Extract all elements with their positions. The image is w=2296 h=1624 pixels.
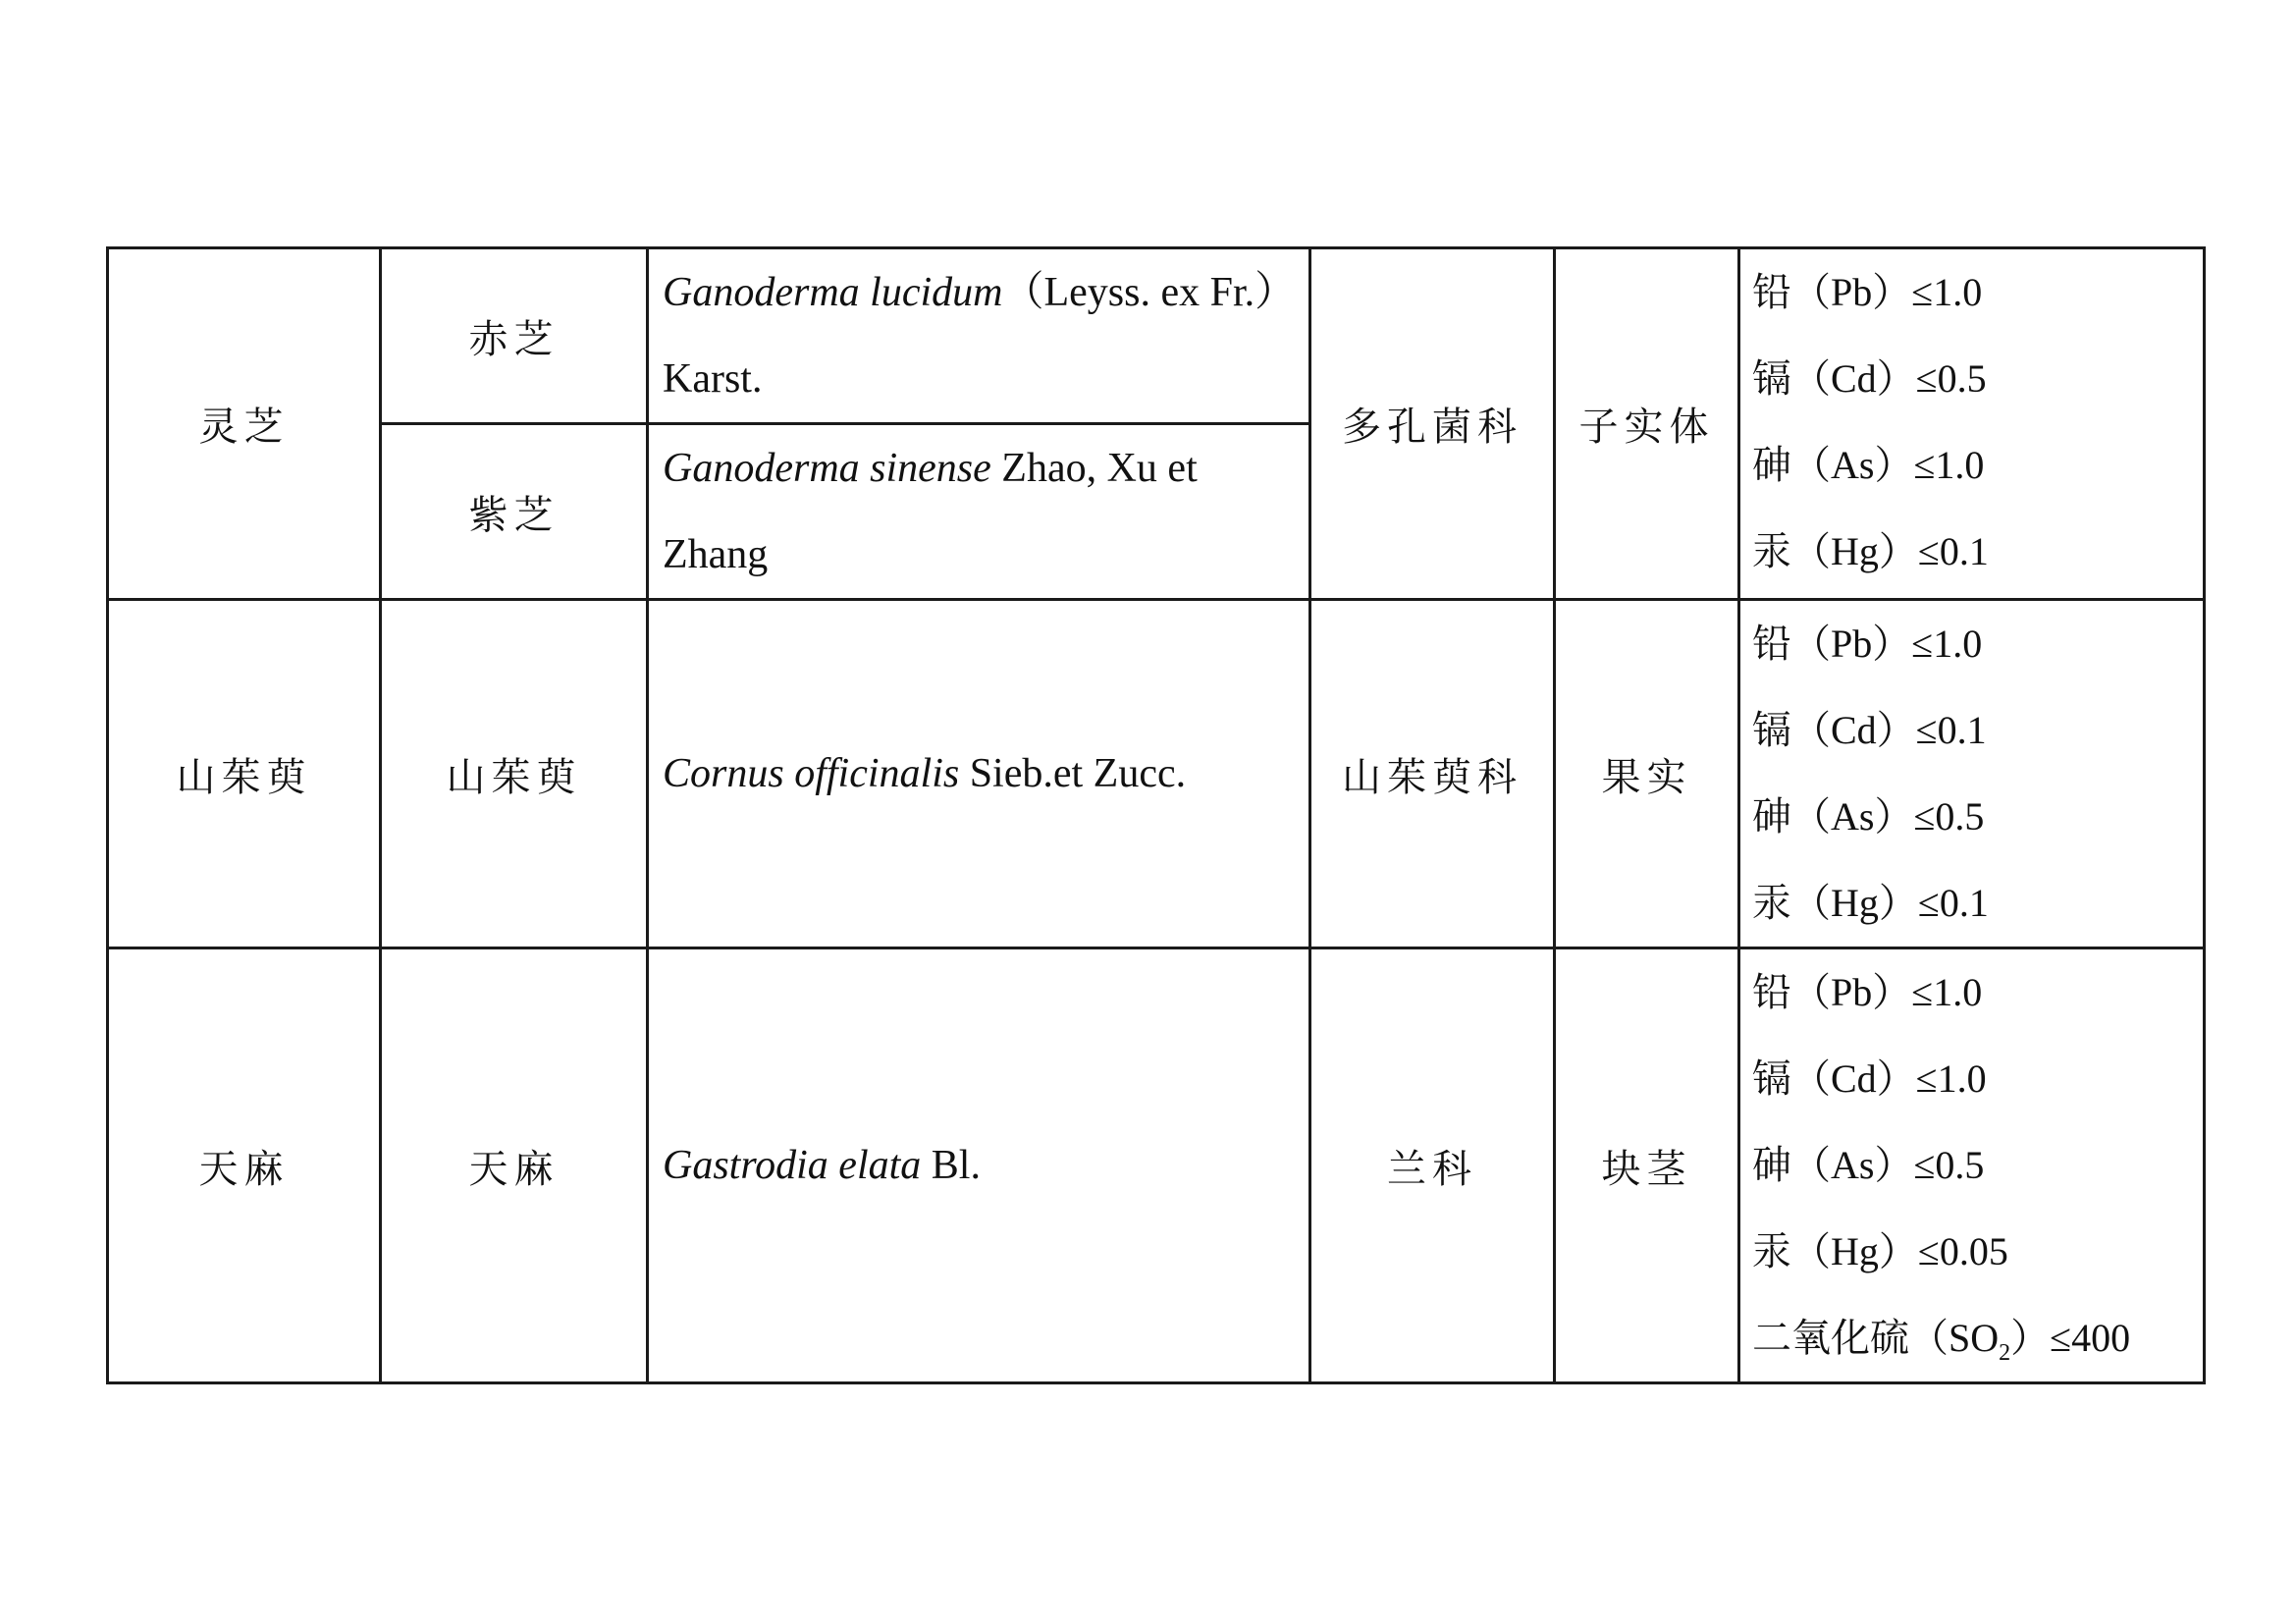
table-row: [108, 948, 2205, 1383]
species-latin-cell: [648, 248, 1310, 424]
latin-author: Bl.: [921, 1143, 981, 1188]
latin-author: Zhao, Xu et Zhang: [663, 446, 1198, 577]
limit-line: 汞（Hg）≤0.05: [1752, 1229, 2008, 1273]
limit-line: 铅（Pb）≤1.0: [1752, 970, 1983, 1014]
limit-line: 铅（Pb）≤1.0: [1752, 622, 1983, 666]
latin-author: Sieb.et Zucc.: [959, 751, 1187, 796]
species-latin-cell: [648, 600, 1310, 948]
species-cn-cell: 紫芝: [381, 424, 648, 600]
limit-line: 汞（Hg）≤0.1: [1752, 529, 1989, 573]
limit-line: 镉（Cd）≤0.5: [1752, 356, 1987, 401]
part-cell: 果实: [1555, 600, 1739, 948]
latin-genus-species: Gastrodia elata: [663, 1143, 922, 1188]
limit-line: 镉（Cd）≤1.0: [1752, 1056, 1987, 1101]
limit-line: 砷（As）≤1.0: [1752, 443, 1985, 487]
limits-cell: [1739, 600, 2205, 948]
limit-line: 铅（Pb）≤1.0: [1752, 270, 1983, 314]
family-cell: 多孔菌科: [1310, 248, 1555, 600]
limits-cell: [1739, 948, 2205, 1383]
herb-standards-table: [106, 246, 2206, 1384]
table-row: [108, 600, 2205, 948]
species-cn-cell: 赤芝: [381, 248, 648, 424]
herb-name-cell: 天麻: [108, 948, 381, 1383]
family-cell: 兰科: [1310, 948, 1555, 1383]
limits-cell: [1739, 248, 2205, 600]
herb-name-cell: 山茱萸: [108, 600, 381, 948]
so2-subscript: 2: [1999, 1340, 2011, 1366]
latin-genus-species: Ganoderma sinense: [663, 446, 991, 491]
family-cell: 山茱萸科: [1310, 600, 1555, 948]
part-cell: 子实体: [1555, 248, 1739, 600]
part-cell: 块茎: [1555, 948, 1739, 1383]
latin-genus-species: Cornus officinalis: [663, 751, 960, 796]
species-latin-cell: [648, 948, 1310, 1383]
latin-genus-species: Ganoderma lucidum: [663, 270, 1003, 315]
species-latin-cell: [648, 424, 1310, 600]
limit-line: 汞（Hg）≤0.1: [1752, 881, 1989, 925]
limit-line: 砷（As）≤0.5: [1752, 794, 1985, 839]
species-cn-cell: 天麻: [381, 948, 648, 1383]
limit-line: 镉（Cd）≤0.1: [1752, 708, 1987, 752]
limit-line: 砷（As）≤0.5: [1752, 1143, 1985, 1187]
herb-name-cell: 灵芝: [108, 248, 381, 600]
table-row: [108, 248, 2205, 424]
limit-line-so2: [1752, 1295, 2191, 1381]
species-cn-cell: 山茱萸: [381, 600, 648, 948]
so2-prefix: 二氧化硫（SO: [1752, 1316, 2000, 1360]
so2-suffix: ）≤400: [2010, 1316, 2131, 1360]
latin-author: （Leyss. ex Fr.）Karst.: [663, 270, 1276, 402]
